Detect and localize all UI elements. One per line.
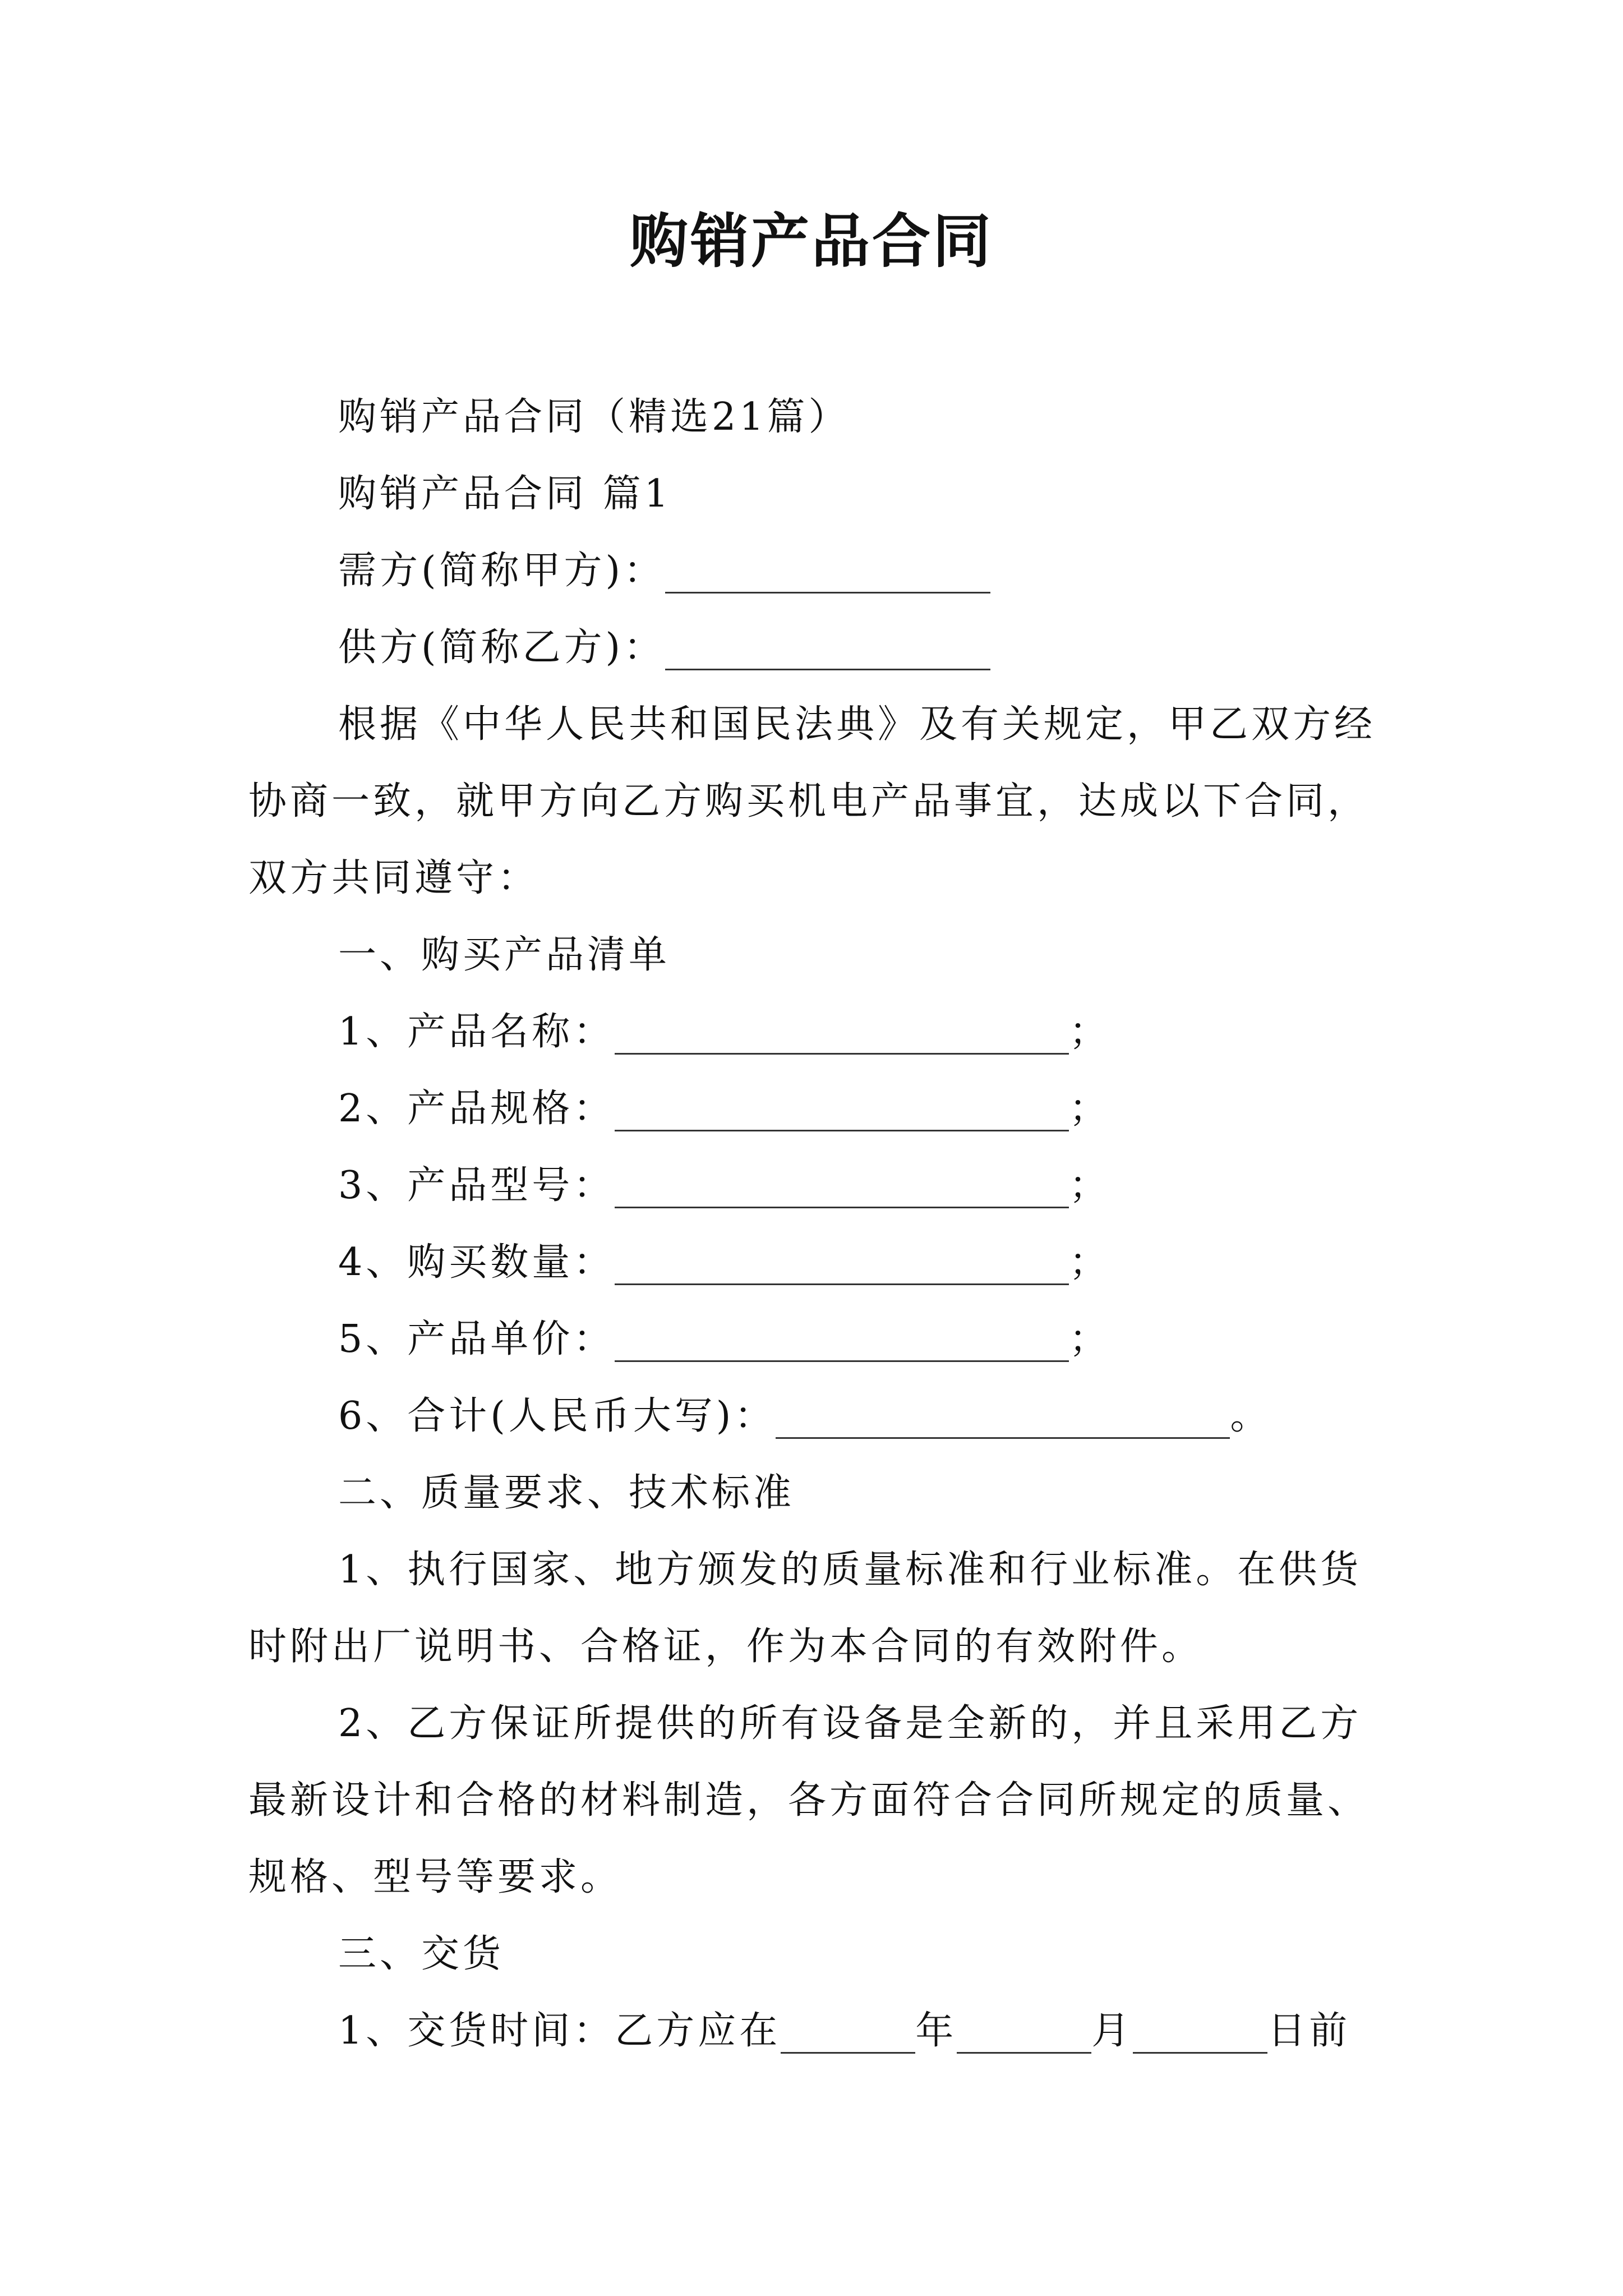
- item-label: 2、产品规格：: [338, 1087, 615, 1131]
- quality-paragraph-2: 2、乙方保证所提供的所有设备是全新的，并且采用乙方最新设计和合格的材料制造，各方面符合合同所规定的质量、规格、型号等要求。: [248, 1701, 1370, 1899]
- year-blank: [781, 2013, 915, 2054]
- quality-paragraph-1: 1、执行国家、地方颁发的质量标准和行业标准。在供货时附出厂说明书、合格证，作为本合同的有效附件。: [248, 1548, 1362, 1669]
- unit-price-line: [248, 1301, 1387, 1378]
- item-label: 1、产品名称：: [338, 1010, 615, 1054]
- year-label: 年: [915, 2009, 957, 2053]
- total-end: 。: [1230, 1394, 1272, 1438]
- part1-heading: 一、购买产品清单: [338, 933, 671, 977]
- month-label: 月: [1091, 2009, 1133, 2053]
- section-heading: 购销产品合同 篇1: [338, 472, 672, 516]
- total-line: [248, 1378, 1387, 1455]
- item-blank: [615, 1014, 1069, 1055]
- item-end: ；: [1069, 1240, 1111, 1285]
- total-label: 6、合计(人民币大写)：: [338, 1394, 776, 1438]
- part3-heading: 三、交货: [338, 1932, 505, 1976]
- quantity-line: [248, 1224, 1387, 1301]
- intro-paragraph: 根据《中华人民共和国民法典》及有关规定，甲乙双方经协商一致，就甲方向乙方购买机电产品事宜，达成以下合同，双方共同遵守：: [248, 702, 1376, 900]
- item-blank: [615, 1321, 1069, 1362]
- item-end: ；: [1069, 1010, 1111, 1054]
- document-body: [248, 379, 1387, 2069]
- buyer-blank: [665, 553, 990, 593]
- buyer-line: [248, 532, 1387, 609]
- item-blank: [615, 1167, 1069, 1208]
- item-blank: [615, 1091, 1069, 1131]
- buyer-label: 需方(简称甲方)：: [338, 549, 666, 593]
- item-label: 4、购买数量：: [338, 1240, 615, 1285]
- document-title: 购销产品合同: [629, 207, 993, 275]
- day-blank: [1133, 2013, 1267, 2054]
- month-blank: [957, 2013, 1091, 2054]
- seller-blank: [665, 629, 990, 670]
- seller-line: [248, 609, 1387, 686]
- product-name-line: [248, 993, 1387, 1070]
- subtitle: 购销产品合同（精选21篇）: [338, 395, 850, 439]
- item-end: ；: [1069, 1317, 1111, 1361]
- item-blank: [615, 1244, 1069, 1285]
- day-suffix: 日前: [1267, 2009, 1351, 2053]
- seller-label: 供方(简称乙方)：: [338, 625, 666, 670]
- product-model-line: [248, 1147, 1387, 1224]
- item-label: 5、产品单价：: [338, 1317, 615, 1361]
- delivery-prefix: 1、交货时间：乙方应在: [338, 2009, 781, 2053]
- total-blank: [776, 1398, 1230, 1439]
- item-end: ；: [1069, 1163, 1111, 1208]
- part2-heading: 二、质量要求、技术标准: [338, 1471, 795, 1515]
- delivery-time-line: [248, 1993, 1387, 2069]
- item-label: 3、产品型号：: [338, 1163, 615, 1208]
- item-end: ；: [1069, 1087, 1111, 1131]
- product-spec-line: [248, 1070, 1387, 1147]
